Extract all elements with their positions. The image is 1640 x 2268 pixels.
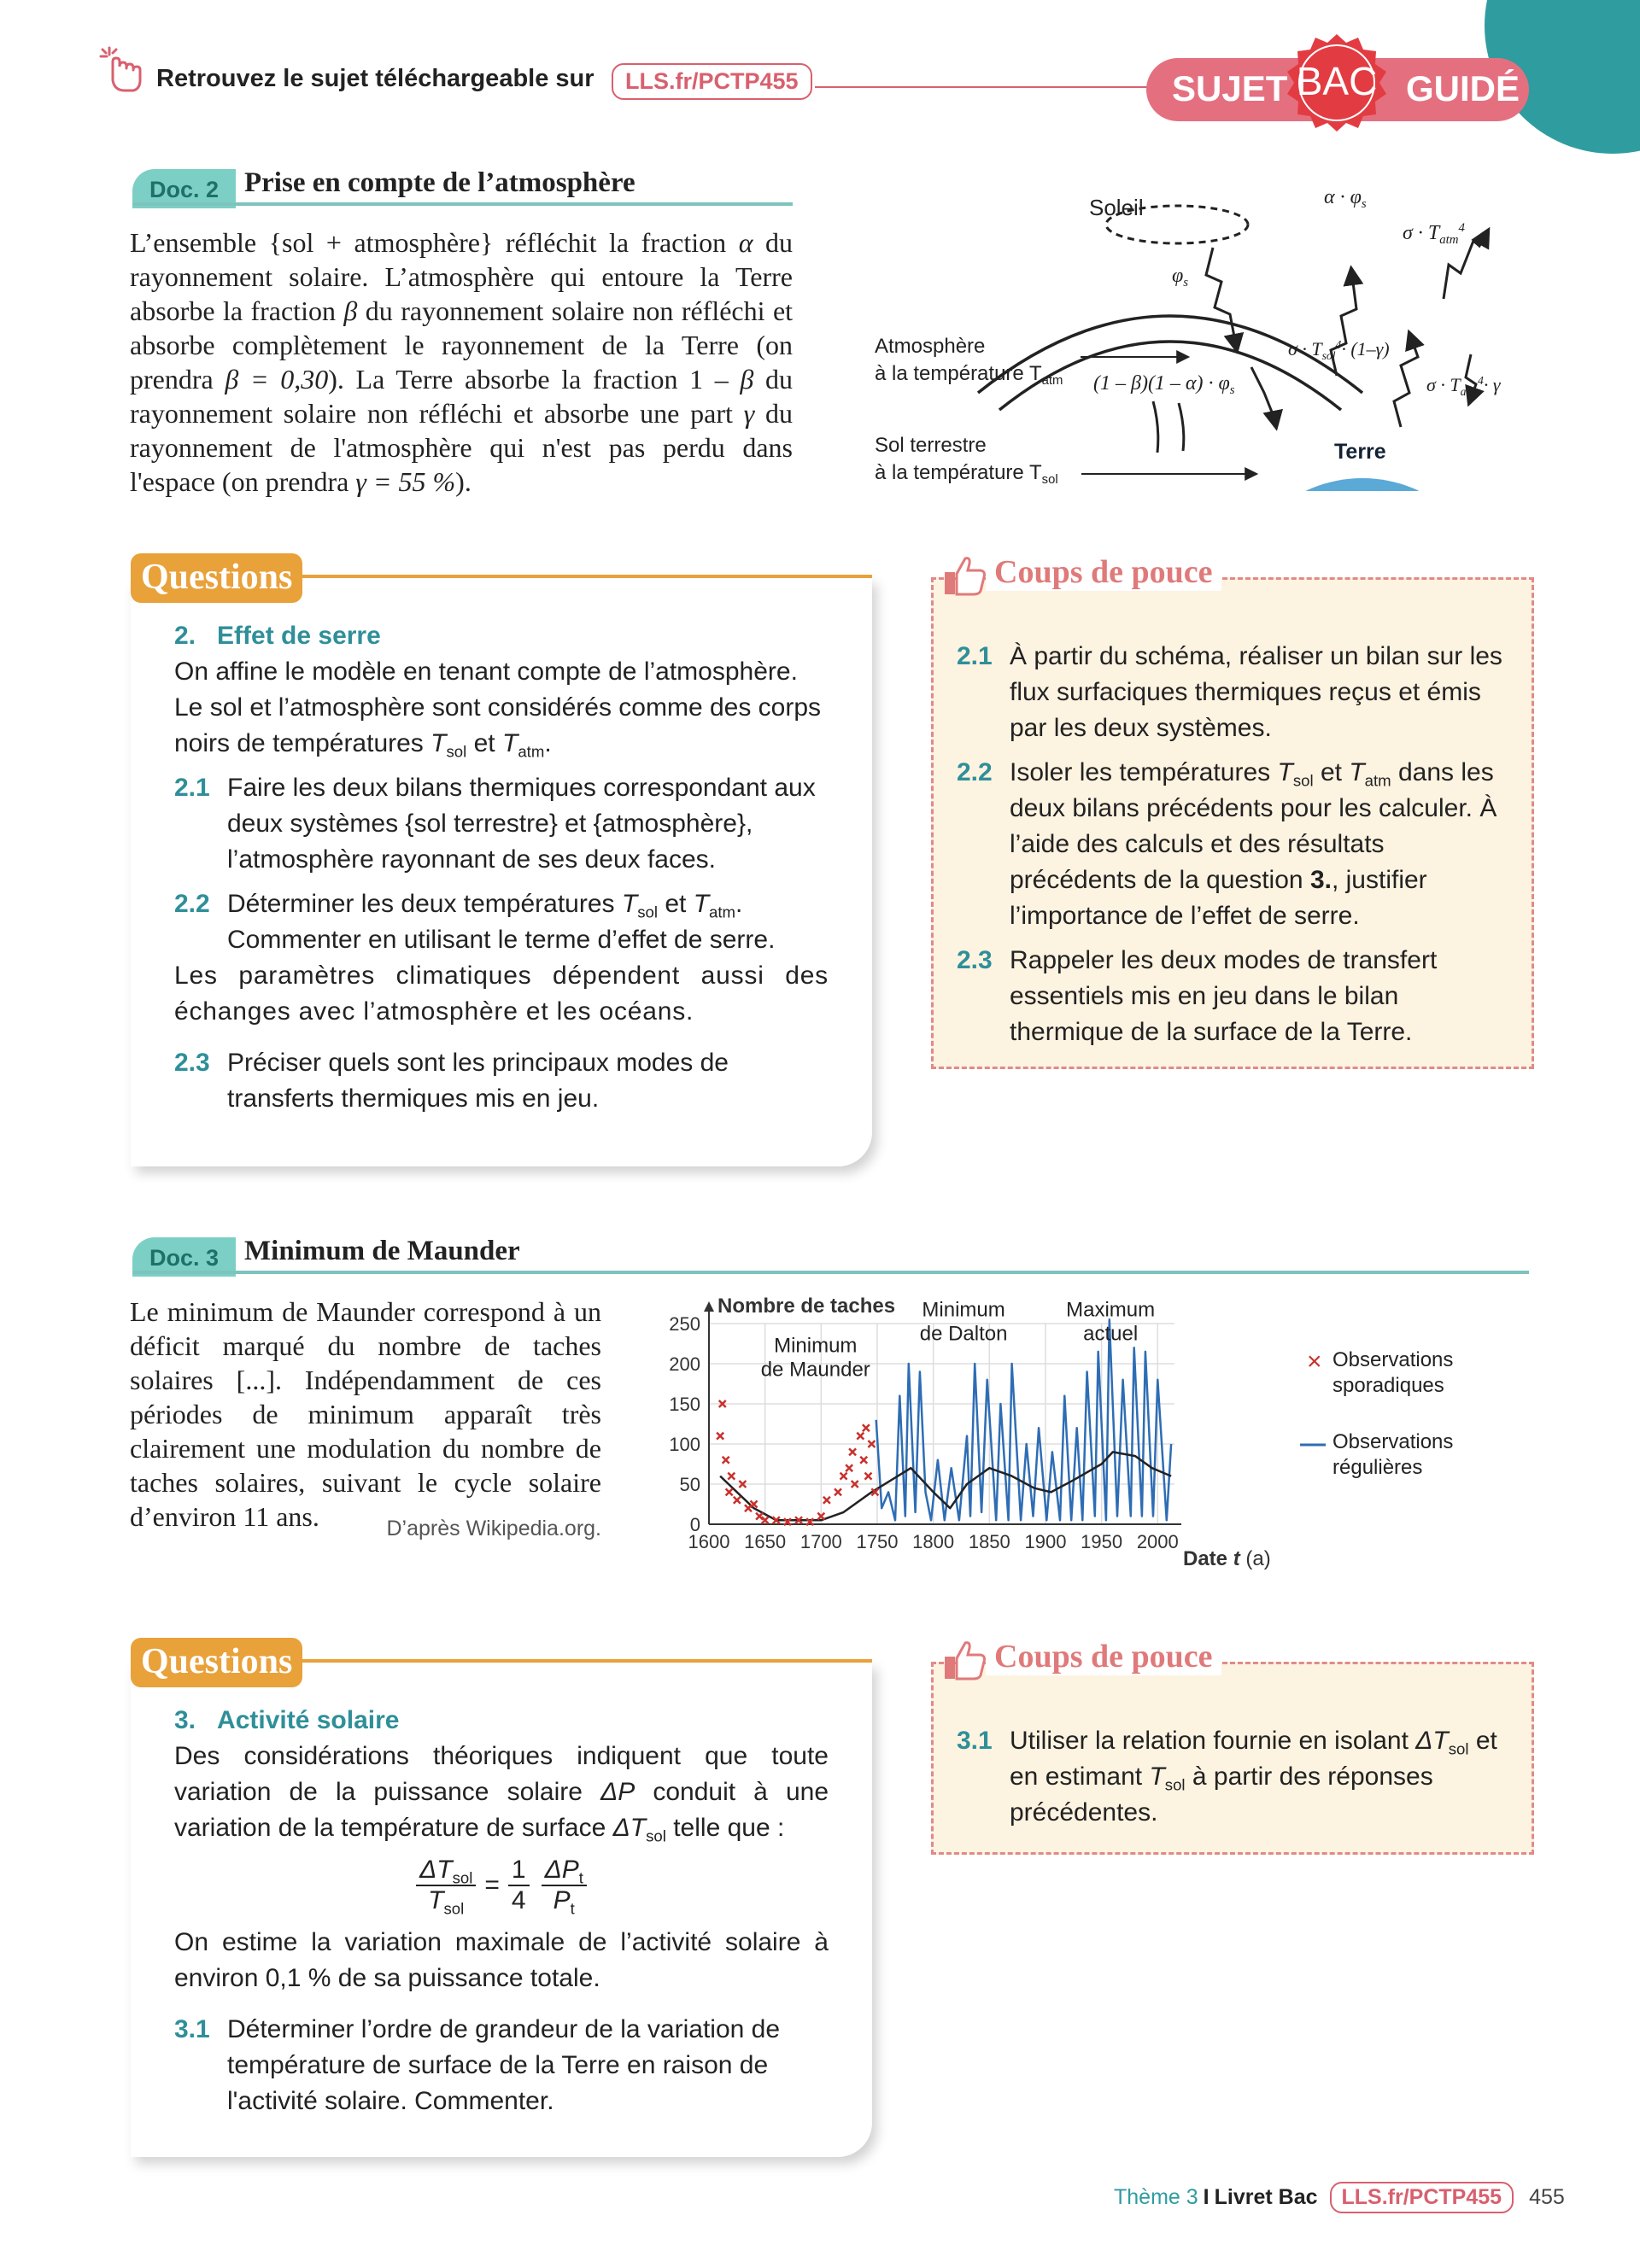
doc3-text: Le minimum de Maunder correspond à un déficit marqué du nombre de taches solaires [...]. Indépendamment de ces périodes de minimum apparaît très clairement une modulation du nombre de taches solaires, suivant le cycle solaire d’environ 11 ans. [130,1296,601,1532]
download-text: Retrouvez le sujet téléchargeable sur [156,65,594,92]
footer-theme: Thème 3 [1114,2185,1198,2209]
sporadic-point [756,1513,763,1520]
doc3-rule [132,1271,1529,1274]
coup-2-3: 2.3 Rappeler les deux modes de transfert essentiels mis en jeu dans le bilan thermique de la surface de la Terre. [957,946,1438,1046]
sporadic-point [734,1497,741,1504]
chart-xlabel: Date t (a) [1183,1547,1271,1570]
absorbed-flux-label: $(1 - \beta)(1 - \alpha) \cdot \varphi_s$ [1093,372,1235,398]
q3-intro: Des considérations théoriques indiquent que toute variation de la puissance solaire ΔP conduit à une variation de la température de surface $\Delta T_{sol}$ telle que : [174,1742,829,1845]
footer-sep: I [1203,2185,1210,2209]
badge-seal [1281,32,1392,143]
sporadic-point [717,1433,723,1440]
q2-3: 2.3 Préciser quels sont les principaux modes de transferts thermiques mis en jeu. [174,1049,729,1113]
regular-series-line [876,1319,1171,1520]
atm-emission-label: $\sigma \cdot T_{atm}^4$ [1403,221,1465,248]
atm-down-label: $\sigma \cdot T_{atm}^4\cdot \gamma$ [1426,373,1501,398]
coups2-body [957,1723,1503,1831]
q3-1: 3.1 Déterminer l’ordre de grandeur de la variation de température de surface de la Terre en raison de l'activité solaire. Commenter. [174,2015,781,2115]
q2-para: Les paramètres climatiques dépendent aussi des échanges avec l’atmosphère et les océans. [174,962,829,1026]
x-tick-label: 1650 [744,1531,787,1552]
coups1-title: Coups de pouce [986,553,1221,591]
sporadic-point [846,1464,852,1471]
q2-heading: 2. Effet de serre [174,622,381,650]
coups1-body [957,639,1503,1050]
x-tick-label: 1750 [856,1531,899,1552]
doc2-rule [132,202,793,206]
questions2-body [174,1703,829,2119]
sporadic-point [849,1448,856,1455]
sporadic-point [835,1488,841,1495]
legend-regular-marker: — [1300,1429,1326,1458]
doc3-title: Minimum de Maunder [244,1236,520,1266]
badge-bac: BAC [1296,59,1378,103]
coups2-title: Coups de pouce [986,1638,1221,1675]
thumbs-up-icon [941,1636,989,1684]
x-tick-label: 1900 [1024,1531,1067,1552]
q2-intro: On affine le modèle en tenant compte de l’atmosphère. Le sol et l’atmosphère sont considérés comme des corps noirs de températures $T_{sol}$ et $T_{atm}$. [174,658,822,761]
q3-formula: $\Delta T_{sol}$ $T_{sol}$ = $\frac{1}{4}$ $\Delta P_t$ $P_t$ [174,1846,829,1925]
sporadic-point [728,1473,735,1480]
questions1-body [174,618,829,1117]
q3-para: On estime la variation maximale de l’activité solaire à environ 0,1 % de sa puissance totale. [174,1928,829,1992]
footer-link[interactable]: LLS.fr/PCTP455 [1330,2182,1514,2213]
y-axis-arrow [704,1301,714,1312]
header-rule [815,86,1148,88]
doc2-title: Prise en compte de l’atmosphère [244,167,636,198]
chart-annotation: Minimum [922,1298,1005,1322]
sporadic-point [723,1457,729,1464]
coup-2-1: 2.1 À partir du schéma, réaliser un bilan sur les flux surfaciques thermiques reçus et émis par les deux systèmes. [957,642,1502,742]
badge-guide: GUIDÉ [1406,68,1520,108]
badge-sujet: SUJET [1172,68,1288,108]
coup-3-1: 3.1 Utiliser la relation fournie en isolant $\Delta T_{sol}$ et en estimant $T_{sol}$ à partir des réponses précédentes. [957,1727,1497,1827]
click-icon [96,43,149,96]
footer [1114,2182,1565,2213]
sporadic-point [726,1488,733,1495]
thumbs-up-icon [941,552,989,599]
legend-sporadic-marker: × [1307,1347,1322,1376]
x-tick-label: 1700 [800,1531,842,1552]
questions2-label: Questions [131,1638,302,1687]
x-tick-label: 1800 [912,1531,955,1552]
y-tick-label: 200 [669,1353,700,1375]
chart-annotation: Maximum [1066,1298,1156,1322]
y-tick-label: 100 [669,1434,700,1455]
q2-2: 2.2 Déterminer les deux températures $T_{sol}$ et $T_{atm}$. Commenter en utilisant le terme d’effet de serre. [174,890,776,954]
questions1-label: Questions [131,553,302,603]
ground-emission-label: $\sigma \cdot T_{sol}^4\cdot (1-\gamma)$ [1288,337,1390,362]
y-tick-label: 0 [689,1514,700,1535]
q3-heading: 3. Activité solaire [174,1706,400,1734]
chart-annotation: actuel [1083,1322,1139,1346]
y-tick-label: 50 [679,1474,700,1495]
page-number: 455 [1529,2185,1565,2209]
chart-annotation: de Dalton [919,1322,1008,1346]
legend-regular: — Observations régulières [1300,1429,1454,1479]
y-tick-label: 150 [669,1394,700,1415]
ground-label: Sol terrestre à la température $T_{sol}$ [875,434,1058,488]
solar-flux-label: $\varphi_s$ [1172,265,1189,290]
sporadic-point [860,1457,867,1464]
chart-ylabel: Nombre de taches [718,1295,896,1318]
footer-livret: Livret Bac [1214,2185,1318,2209]
sun-label: Soleil [1089,195,1144,220]
doc2-tag: Doc. 2 [132,169,236,208]
chart-annotation: de Maunder [760,1358,870,1382]
doc3-tag: Doc. 3 [132,1237,236,1277]
chart-annotation: Minimum [774,1334,858,1358]
x-tick-label: 1950 [1081,1531,1123,1552]
doc3-source: D’après Wikipedia.org. [386,1517,601,1540]
atmosphere-diagram [863,179,1529,495]
reflected-flux-label: $\alpha \cdot \varphi_s$ [1324,186,1367,212]
y-tick-label: 250 [669,1313,700,1335]
earth-label: Terre [1334,440,1386,464]
x-tick-label: 2000 [1136,1531,1179,1552]
sporadic-point [863,1424,870,1431]
download-link[interactable]: LLS.fr/PCTP455 [612,63,812,100]
legend-sporadic: × Observations sporadiques [1307,1347,1454,1397]
sporadic-point [823,1497,830,1504]
sporadic-point [864,1473,871,1480]
sporadic-point [745,1505,752,1511]
coup-2-2: 2.2 Isoler les températures $T_{sol}$ et $T_{atm}$ dans les deux bilans précédents pour les calculer. À l’aide des calculs et des résultats précédents de la question 3., justifier l’importance de l’effet de serre. [957,758,1497,930]
x-tick-label: 1600 [688,1531,730,1552]
sporadic-point [840,1473,847,1480]
atmosphere-label: Atmosphère à la température $T_{atm}$ [875,335,1063,389]
x-tick-label: 1850 [968,1531,1010,1552]
sunspot-chart [649,1289,1529,1580]
doc2-text: L’ensemble {sol + atmosphère} réfléchit la fraction α du rayonnement solaire. L’atmosphère qui entoure la Terre absorbe la fraction β du rayonnement solaire non réfléchi et absorbe complètement le rayonnement de la Terre (on prendra β = 0,30). La Terre absorbe la fraction 1 – β du rayonnement solaire non réfléchi et absorbe une part γ du rayonnement de l'atmosphère qui n'est pas perdu dans l'espace (on prendra γ = 55 %). [130,227,794,497]
q2-1: 2.1 Faire les deux bilans thermiques correspondant aux deux systèmes {sol terrestre} et {atmosphère}, l’atmosphère rayonnant de ses deux faces. [174,774,816,874]
sporadic-point [751,1501,758,1508]
sporadic-point [857,1433,864,1440]
